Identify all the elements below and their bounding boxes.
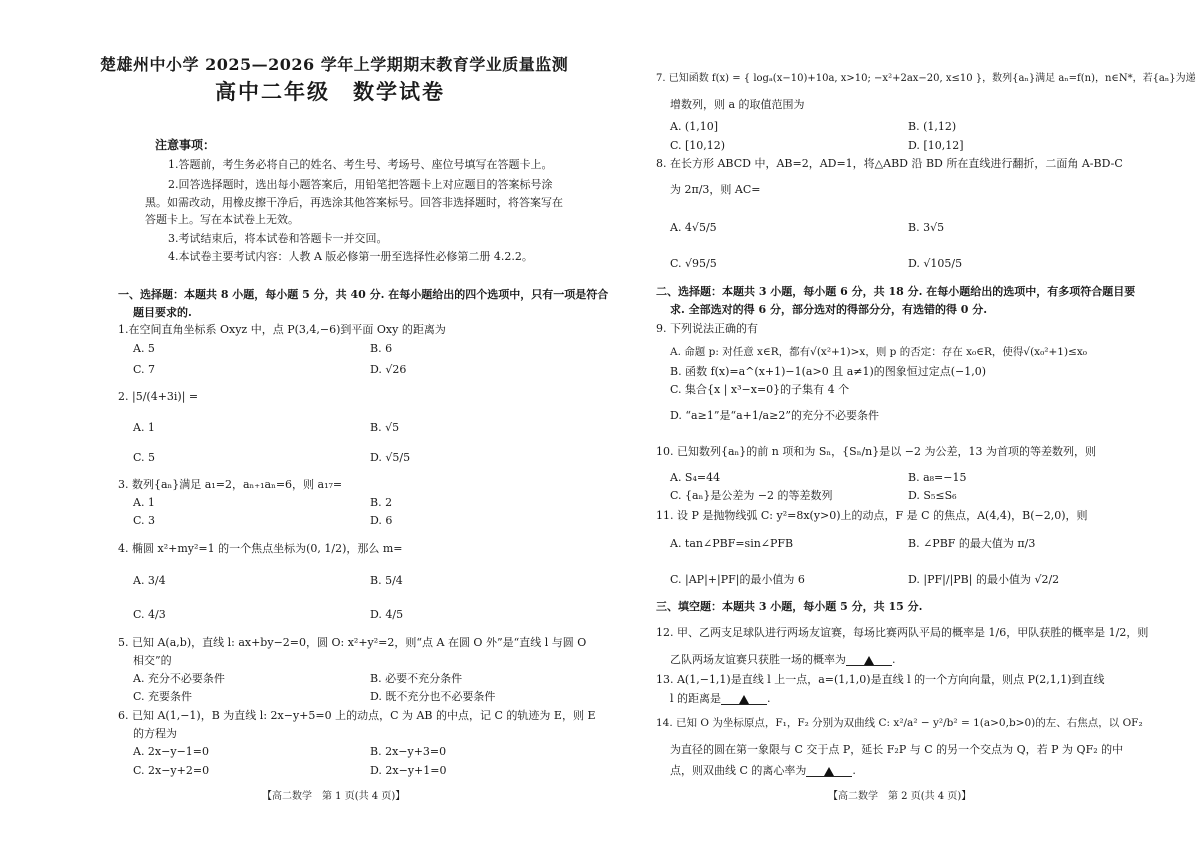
notes-heading: 注意事项： [155, 138, 216, 152]
option: D. √26 [370, 363, 407, 376]
question-14-cont: 为直径的圆在第一象限与 C 交于点 P，延长 F₂P 与 C 的另一个交点为 Q，若 P 为 QF₂ 的中 [670, 743, 1124, 756]
option: A. 充分不必要条件 [133, 672, 225, 685]
option: A. 命题 p: 对任意 x∈R，都有√(x²+1)>x，则 p 的否定：存在 x₀∈R，使得√(x₀²+1)≤x₀ [670, 346, 1088, 358]
option: D. S₅≤S₆ [908, 489, 957, 502]
page-footer: 【高二数学 第 1 页(共 4 页)】 [262, 791, 406, 802]
option: B. ∠PBF 的最大值为 π/3 [908, 537, 1036, 550]
option: D. √105/5 [908, 257, 963, 270]
note-line: 答题卡上。写在本试卷上无效。 [145, 213, 299, 226]
option: B. √5 [370, 421, 400, 434]
section-heading: 三、填空题：本题共 3 小题，每小题 5 分，共 15 分. [656, 600, 923, 613]
note-line: 2.回答选择题时，选出每小题答案后，用铅笔把答题卡上对应题目的答案标号涂 [168, 178, 553, 191]
option: D. 2x−y+1=0 [370, 764, 447, 777]
option: A. 1 [133, 421, 155, 434]
question-5-cont: 相交”的 [133, 654, 172, 667]
answer-blank [721, 692, 767, 705]
option: C. |AP|+|PF|的最小值为 6 [670, 573, 805, 586]
question-1: 1.在空间直角坐标系 Oxyz 中，点 P(3,4,−6)到平面 Oxy 的距离为 [118, 323, 446, 336]
option: C. {aₙ}是公差为 −2 的等差数列 [670, 489, 833, 502]
note-line: 1.答题前，考生务必将自己的姓名、考生号、考场号、座位号填写在答题卡上。 [168, 158, 553, 171]
question-8-cont: 为 2π/3，则 AC= [670, 183, 761, 196]
option: A. tan∠PBF=sin∠PFB [670, 537, 794, 550]
question-12: 12. 甲、乙两支足球队进行两场友谊赛，每场比赛两队平局的概率是 1/6，甲队获胜的概率是 1/2，则 [656, 626, 1149, 639]
option: A. S₄=44 [670, 471, 721, 484]
section-heading: 题目要求的. [133, 306, 192, 319]
question-6: 6. 已知 A(1,−1)，B 为直线 l: 2x−y+5=0 上的动点，C 为 AB 的中点，记 C 的轨迹为 E，则 E [118, 709, 596, 722]
option: B. (1,12) [908, 120, 957, 133]
question-12-text: 乙队两场友谊赛只获胜一场的概率为 [670, 653, 846, 666]
answer-blank [846, 653, 892, 666]
note-line: 黑。如需改动，用橡皮擦干净后，再选涂其他答案标号。回答非选择题时，将答案写在 [145, 196, 563, 209]
option: A. (1,10] [670, 120, 719, 133]
question-10: 10. 已知数列{aₙ}的前 n 项和为 Sₙ，{Sₙ/n}是以 −2 为公差，13 为首项的等差数列，则 [656, 445, 1096, 458]
note-line: 4.本试卷主要考试内容：人教 A 版必修第一册至选择性必修第二册 4.2.2。 [168, 250, 533, 263]
option: C. 2x−y+2=0 [133, 764, 210, 777]
option: B. 3√5 [908, 221, 945, 234]
question-9: 9. 下列说法正确的有 [656, 322, 758, 335]
question-12-cont: 乙队两场友谊赛只获胜一场的概率为 . [670, 653, 896, 666]
question-4: 4. 椭圆 x²+my²=1 的一个焦点坐标为(0, 1/2)，那么 m= [118, 542, 403, 555]
option: C. 5 [133, 451, 156, 464]
question-14: 14. 已知 O 为坐标原点，F₁，F₂ 分别为双曲线 C: x²/a² − y²/b² = 1(a>0,b>0)的左、右焦点，以 OF₂ [656, 717, 1143, 729]
question-7: 7. 已知函数 f(x) = { logₐ(x−10)+10a, x>10; −x²+2ax−20, x≤10 }，数列{aₙ}满足 aₙ=f(n)，n∈N*，若{aₙ}为递 [656, 73, 1196, 84]
option: D. |PF|/|PB| 的最小值为 √2/2 [908, 573, 1060, 586]
option: C. 集合{x | x³−x=0}的子集有 4 个 [670, 383, 850, 396]
option: C. 7 [133, 363, 156, 376]
note-line: 3.考试结束后，将本试卷和答题卡一并交回。 [168, 232, 388, 245]
question-2: 2. |5/(4+3i)| = [118, 390, 199, 403]
option: D. 6 [370, 514, 393, 527]
triangle-icon [864, 656, 874, 665]
option: B. 6 [370, 342, 393, 355]
option: A. 1 [133, 496, 155, 509]
option: C. 4/3 [133, 608, 166, 621]
option: B. a₈=−15 [908, 471, 967, 484]
question-3: 3. 数列{aₙ}满足 a₁=2，aₙ₊₁aₙ=6，则 a₁₇= [118, 478, 343, 491]
exam-page-2 [600, 0, 1200, 849]
option: B. 2x−y+3=0 [370, 745, 447, 758]
option: D. 4/5 [370, 608, 404, 621]
question-8: 8. 在长方形 ABCD 中，AB=2，AD=1，将△ABD 沿 BD 所在直线进行翻折，二面角 A-BD-C [656, 157, 1123, 170]
question-13-cont: l 的距离是 . [670, 692, 771, 705]
option: C. [10,12) [670, 139, 726, 152]
option: C. 3 [133, 514, 156, 527]
question-14-cont: 点，则双曲线 C 的离心率为 . [670, 764, 856, 777]
option: C. 充要条件 [133, 690, 193, 703]
question-5: 5. 已知 A(a,b)，直线 l: ax+by−2=0，圆 O: x²+y²=2，则“点 A 在圆 O 外”是“直线 l 与圆 O [118, 636, 587, 649]
triangle-icon [824, 767, 834, 776]
option: D. [10,12] [908, 139, 964, 152]
question-6-cont: 的方程为 [133, 727, 177, 740]
option: D. 既不充分也不必要条件 [370, 690, 496, 703]
option: A. 2x−y−1=0 [133, 745, 210, 758]
question-13-text: l 的距离是 [670, 692, 722, 705]
section-heading: 一、选择题：本题共 8 小题，每小题 5 分，共 40 分. 在每小题给出的四个选项中，只有一项是符合 [118, 288, 609, 301]
option: B. 2 [370, 496, 393, 509]
section-heading: 二、选择题：本题共 3 小题，每小题 6 分，共 18 分. 在每小题给出的选项中，有多项符合题目要 [656, 285, 1136, 298]
question-11: 11. 设 P 是抛物线弧 C: y²=8x(y>0)上的动点，F 是 C 的焦点，A(4,4)，B(−2,0)，则 [656, 509, 1088, 522]
option: B. 5/4 [370, 574, 403, 587]
section-heading: 求. 全部选对的得 6 分，部分选对的得部分分，有选错的得 0 分. [670, 303, 988, 316]
question-14-text: 点，则双曲线 C 的离心率为 [670, 764, 807, 777]
option: A. 4√5/5 [670, 221, 717, 234]
exam-title: 楚雄州中小学 2025—2026 学年上学期期末教育学业质量监测 [100, 55, 569, 74]
question-13: 13. A(1,−1,1)是直线 l 上一点，a=(1,1,0)是直线 l 的一个方向向量，则点 P(2,1,1)到直线 [656, 673, 1105, 686]
answer-blank [806, 764, 852, 777]
question-7-cont: 增数列，则 a 的取值范围为 [670, 98, 805, 111]
option: B. 函数 f(x)=a^(x+1)−1(a>0 且 a≠1)的图象恒过定点(−1,0) [670, 365, 987, 378]
exam-subtitle: 高中二年级 数学试卷 [215, 79, 445, 104]
page-footer: 【高二数学 第 2 页(共 4 页)】 [828, 791, 972, 802]
option: C. √95/5 [670, 257, 717, 270]
option: A. 5 [133, 342, 155, 355]
option: D. √5/5 [370, 451, 411, 464]
option: B. 必要不充分条件 [370, 672, 463, 685]
option: D. “a≥1”是“a+1/a≥2”的充分不必要条件 [670, 409, 879, 422]
triangle-icon [739, 695, 749, 704]
option: A. 3/4 [133, 574, 166, 587]
